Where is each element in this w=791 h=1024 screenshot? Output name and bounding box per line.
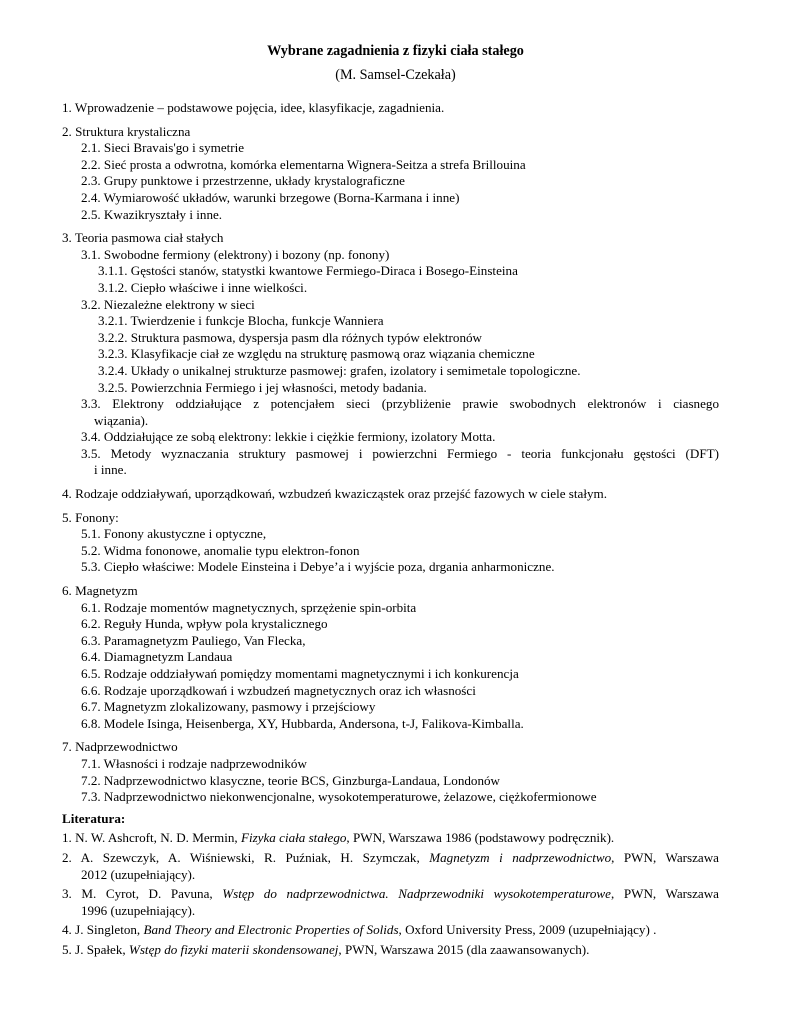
list-item: 3.1.2. Ciepło właściwe i inne wielkości. bbox=[98, 279, 308, 295]
list-item: 3.2.2. Struktura pasmowa, dyspersja pasm dla różnych typów elektronów bbox=[98, 329, 483, 345]
list-item: 3.2. Niezależne elektrony w sieci bbox=[81, 296, 255, 312]
list-item: 7.1. Własności i rodzaje nadprzewodników bbox=[81, 755, 307, 771]
list-item bbox=[62, 446, 719, 479]
list-item: 3.4. Oddziałujące ze sobą elektrony: lekkie i ciężkie fermiony, izolatory Motta. bbox=[81, 429, 496, 445]
list-item: 3.1. Swobodne fermiony (elektrony) i bozony (np. fonony) bbox=[81, 246, 390, 262]
section-2 bbox=[62, 124, 719, 224]
reference-item bbox=[62, 850, 719, 883]
reference-title: Wstęp do fizyki materii skondensowanej bbox=[128, 941, 339, 957]
list-item: 6.7. Magnetyzm zlokalizowany, pasmowy i przejściowy bbox=[81, 699, 376, 715]
section-2-title: 2. Struktura krystaliczna bbox=[62, 123, 191, 139]
section-1: 1. Wprowadzenie – podstawowe pojęcia, idee, klasyfikacje, zagadnienia. bbox=[62, 100, 445, 115]
list-item: 5.2. Widma fononowe, anomalie typu elektron-fonon bbox=[81, 542, 360, 558]
reference-publisher: , Oxford University Press, 2009 (uzupełniający) . bbox=[398, 922, 657, 938]
list-item: 3.2.5. Powierzchnia Fermiego i jej własności, metody badania. bbox=[98, 379, 427, 395]
section-4: 4. Rodzaje oddziaływań, uporządkowań, wzbudzeń kwazicząstek oraz przejść fazowych w ciele stałym. bbox=[62, 486, 607, 502]
list-item: 6.2. Reguły Hunda, wpływ pola krystalicznego bbox=[81, 616, 328, 632]
reference-continuation: 1996 (uzupełniający). bbox=[81, 902, 196, 918]
list-item: 6.1. Rodzaje momentów magnetycznych, sprzężenie spin-orbita bbox=[81, 599, 417, 615]
reference-title: Wstęp do nadprzewodnictwa. Nadprzewodniki wysokotemperaturowe bbox=[222, 886, 611, 902]
reference-item bbox=[62, 830, 719, 847]
reference-authors: 5. J. Spałek, bbox=[62, 941, 129, 957]
list-item: 2.4. Wymiarowość układów, warunki brzegowe (Borna-Karmana i inne) bbox=[81, 189, 460, 205]
section-6-title: 6. Magnetyzm bbox=[62, 583, 138, 599]
list-item: 6.5. Rodzaje oddziaływań pomiędzy momentami magnetycznymi i ich konkurencja bbox=[81, 666, 519, 681]
author-line: (M. Samsel-Czekała) bbox=[335, 67, 456, 83]
reference-publisher: , PWN, Warszawa 1986 (podstawowy podręcznik). bbox=[346, 830, 615, 846]
reference-publisher: , PWN, Warszawa bbox=[610, 886, 719, 902]
list-item: 5.1. Fonony akustyczne i optyczne, bbox=[81, 526, 267, 542]
reference-authors: 2. A. Szewczyk, A. Wiśniewski, R. Puźniak, H. Szymczak, bbox=[62, 849, 430, 865]
list-item: 2.2. Sieć prosta a odwrotna, komórka elementarna Wignera-Seitza a strefa Brillouina bbox=[81, 156, 526, 172]
section-5-title: 5. Fonony: bbox=[62, 509, 119, 525]
list-item: 7.3. Nadprzewodnictwo niekonwencjonalne, wysokotemperaturowe, żelazowe, ciężkofermionowe bbox=[81, 789, 597, 805]
section-6 bbox=[62, 583, 719, 732]
list-item: 3.1.1. Gęstości stanów, statystki kwantowe Fermiego-Diraca i Bosego-Einsteina bbox=[98, 263, 518, 279]
reference-publisher: , PWN, Warszawa bbox=[611, 849, 719, 865]
reference-item bbox=[62, 922, 719, 939]
list-item-line: 3.5. Metody wyznaczania struktury pasmowej i powierzchni Fermiego - teoria funkcjonału gęstości (DFT) bbox=[81, 445, 719, 461]
list-item: 6.4. Diamagnetyzm Landaua bbox=[81, 649, 233, 665]
reference-title: Fizyka ciała stałego bbox=[240, 830, 347, 846]
list-item: 3.2.3. Klasyfikacje ciał ze względu na strukturę pasmową oraz wiązania chemiczne bbox=[98, 346, 535, 362]
section-7-title: 7. Nadprzewodnictwo bbox=[62, 739, 178, 755]
list-item: 2.3. Grupy punktowe i przestrzenne, układy krystalograficzne bbox=[81, 173, 405, 189]
reference-authors: 4. J. Singleton, bbox=[62, 922, 144, 938]
list-item: 6.6. Rodzaje uporządkowań i wzbudzeń magnetycznych oraz ich własności bbox=[81, 682, 476, 698]
section-3-title: 3. Teoria pasmowa ciał stałych bbox=[62, 230, 224, 246]
list-item: 6.8. Modele Isinga, Heisenberga, XY, Hubbarda, Andersona, t-J, Falikova-Kimballa. bbox=[81, 715, 524, 731]
list-item-continuation: i inne. bbox=[94, 462, 127, 478]
list-item bbox=[62, 396, 719, 429]
syllabus-content bbox=[62, 100, 719, 959]
list-item: 2.5. Kwazikryształy i inne. bbox=[81, 206, 223, 222]
reference-publisher: , PWN, Warszawa 2015 (dla zaawansowanych). bbox=[338, 941, 590, 957]
reference-authors: 3. M. Cyrot, D. Pavuna, bbox=[62, 886, 223, 902]
list-item: 7.2. Nadprzewodnictwo klasyczne, teorie BCS, Ginzburga-Landaua, Londonów bbox=[81, 772, 501, 788]
reference-item bbox=[62, 886, 719, 919]
list-item-line: 3.3. Elektrony oddziałujące z potencjałem sieci (przybliżenie prawie swobodnych elektronów i ciasnego bbox=[81, 396, 719, 412]
reference-title: Band Theory and Electronic Properties of Solids bbox=[143, 922, 399, 938]
reference-item bbox=[62, 942, 719, 959]
reference-title: Magnetyzm i nadprzewodnictwo bbox=[429, 849, 612, 865]
reference-continuation: 2012 (uzupełniający). bbox=[81, 866, 196, 882]
page-title: Wybrane zagadnienia z fizyki ciała stałego bbox=[267, 43, 524, 59]
section-5 bbox=[62, 510, 719, 576]
list-item: 5.3. Ciepło właściwe: Modele Einsteina i Debye’a i wyjście poza, drgania anharmoniczne. bbox=[81, 559, 555, 575]
list-item: 2.1. Sieci Bravais'go i symetrie bbox=[81, 140, 245, 156]
list-item: 3.2.4. Układy o unikalnej strukturze pasmowej: grafen, izolatory i semimetale topologiczne. bbox=[98, 362, 581, 378]
reference-authors: 1. N. W. Ashcroft, N. D. Mermin, bbox=[62, 830, 241, 846]
literature-heading: Literatura: bbox=[62, 810, 126, 826]
section-3 bbox=[62, 230, 719, 479]
list-item: 3.2.1. Twierdzenie i funkcje Blocha, funkcje Wanniera bbox=[98, 313, 384, 329]
list-item-continuation: wiązania). bbox=[94, 412, 149, 428]
section-7 bbox=[62, 739, 719, 805]
list-item: 6.3. Paramagnetyzm Pauliego, Van Flecka, bbox=[81, 632, 306, 648]
